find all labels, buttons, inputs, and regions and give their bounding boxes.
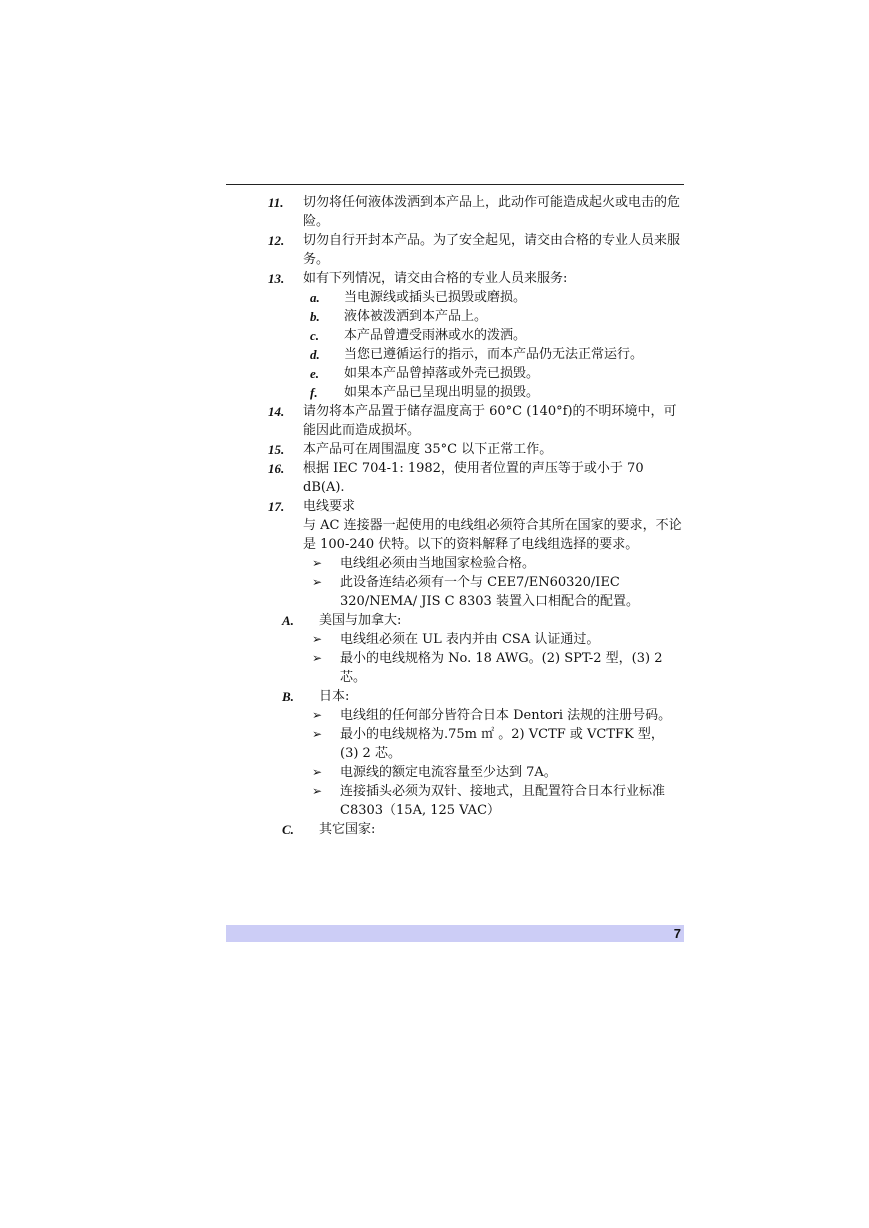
section-title: 其它国家: xyxy=(319,822,376,837)
arrow-bullet-icon: ➢ xyxy=(312,727,323,741)
sub-text: 如果本产品已呈现出明显的损毁。 xyxy=(344,385,540,400)
sub-letter: e. xyxy=(310,366,320,381)
bullet-text: 最小的电线规格为 No. 18 AWG。(2) SPT-2 型，(3) 2 芯。 xyxy=(340,651,663,685)
bullet-item xyxy=(226,554,684,573)
arrow-bullet-icon: ➢ xyxy=(312,765,323,779)
section-letter: B. xyxy=(282,689,294,704)
header-rule xyxy=(226,184,684,185)
sub-item-f xyxy=(226,383,684,402)
list-item-16 xyxy=(226,459,684,497)
arrow-bullet-icon: ➢ xyxy=(312,556,323,570)
section-b-heading xyxy=(226,687,684,706)
bullet-text: 电线组的任何部分皆符合日本 Dentori 法规的注册号码。 xyxy=(340,708,672,723)
bullet-item xyxy=(226,573,684,611)
bullet-item xyxy=(226,763,684,782)
bullet-item xyxy=(226,725,684,763)
item-number: 15. xyxy=(268,442,285,457)
item-text: 请勿将本产品置于储存温度高于 60°C (140°f)的不明环境中，可能因此而造成损坏。 xyxy=(303,404,677,438)
section-title: 美国与加拿大: xyxy=(319,613,402,628)
list-item-17 xyxy=(226,497,684,516)
arrow-bullet-icon: ➢ xyxy=(312,651,323,665)
sub-text: 当电源线或插头已损毁或磨损。 xyxy=(344,290,527,305)
section-a-heading xyxy=(226,611,684,630)
sub-letter: f. xyxy=(310,385,318,400)
list-item-12 xyxy=(226,231,684,269)
list-item-14 xyxy=(226,402,684,440)
bullet-text: 电源线的额定电流容量至少达到 7A。 xyxy=(340,765,557,780)
section-title: 日本: xyxy=(319,689,350,704)
bullet-text: 电线组必须在 UL 表内并由 CSA 认证通过。 xyxy=(340,632,600,647)
arrow-bullet-icon: ➢ xyxy=(312,575,323,589)
sub-text: 当您已遵循运行的指示，而本产品仍无法正常运行。 xyxy=(344,347,644,362)
page-number: 7 xyxy=(673,926,681,941)
page-content xyxy=(226,193,684,839)
list-item-11 xyxy=(226,193,684,231)
bullet-item xyxy=(226,706,684,725)
sub-text: 本产品曾遭受雨淋或水的泼洒。 xyxy=(344,328,527,343)
item-text: 切勿自行开封本产品。为了安全起见，请交由合格的专业人员来服务。 xyxy=(303,233,681,267)
bullet-text: 连接插头必须为双针、接地式，且配置符合日本行业标准 C8303（15A, 125 VAC） xyxy=(340,784,666,818)
sub-item-b xyxy=(226,307,684,326)
item-text: 根据 IEC 704-1: 1982，使用者位置的声压等于或小于 70 dB(A). xyxy=(303,461,644,495)
sub-text: 液体被泼洒到本产品上。 xyxy=(344,309,488,324)
footer-bar xyxy=(226,925,684,942)
item-number: 16. xyxy=(268,461,285,476)
item-number: 14. xyxy=(268,404,285,419)
arrow-bullet-icon: ➢ xyxy=(312,784,323,798)
list-item-15 xyxy=(226,440,684,459)
sub-item-a xyxy=(226,288,684,307)
sub-letter: b. xyxy=(310,309,320,324)
sub-item-d xyxy=(226,345,684,364)
arrow-bullet-icon: ➢ xyxy=(312,632,323,646)
sub-letter: d. xyxy=(310,347,320,362)
bullet-item xyxy=(226,649,684,687)
section-c-heading xyxy=(226,820,684,839)
bullet-text: 电线组必须由当地国家检验合格。 xyxy=(340,556,536,571)
item-number: 13. xyxy=(268,271,285,286)
sub-item-c xyxy=(226,326,684,345)
section-letter: C. xyxy=(282,822,294,837)
arrow-bullet-icon: ➢ xyxy=(312,708,323,722)
item-text: 电线要求 xyxy=(303,499,356,514)
sub-item-e xyxy=(226,364,684,383)
bullet-text: 最小的电线规格为.75m ㎡ 。2) VCTF 或 VCTFK 型，(3) 2 芯。 xyxy=(340,727,664,761)
list-item-13 xyxy=(226,269,684,288)
section-letter: A. xyxy=(282,613,294,628)
item-number: 12. xyxy=(268,233,285,248)
item-number: 11. xyxy=(268,195,284,210)
item-text: 如有下列情况，请交由合格的专业人员来服务: xyxy=(303,271,568,286)
bullet-item xyxy=(226,782,684,820)
sub-letter: a. xyxy=(310,290,320,305)
bullet-text: 此设备连结必须有一个与 CEE7/EN60320/IEC 320/NEMA/ JIS C 8303 装置入口相配合的配置。 xyxy=(340,575,639,609)
sub-letter: c. xyxy=(310,328,320,343)
item-text: 本产品可在周围温度 35°C 以下正常工作。 xyxy=(303,442,553,457)
bullet-item xyxy=(226,630,684,649)
sub-text: 如果本产品曾掉落或外壳已损毁。 xyxy=(344,366,540,381)
item-number: 17. xyxy=(268,499,285,514)
cord-requirements-paragraph: 与 AC 连接器一起使用的电线组必须符合其所在国家的要求，不论是 100-240 伏特。以下的资料解释了电线组选择的要求。 xyxy=(303,518,682,552)
item-text: 切勿将任何液体泼洒到本产品上，此动作可能造成起火或电击的危险。 xyxy=(303,195,681,229)
